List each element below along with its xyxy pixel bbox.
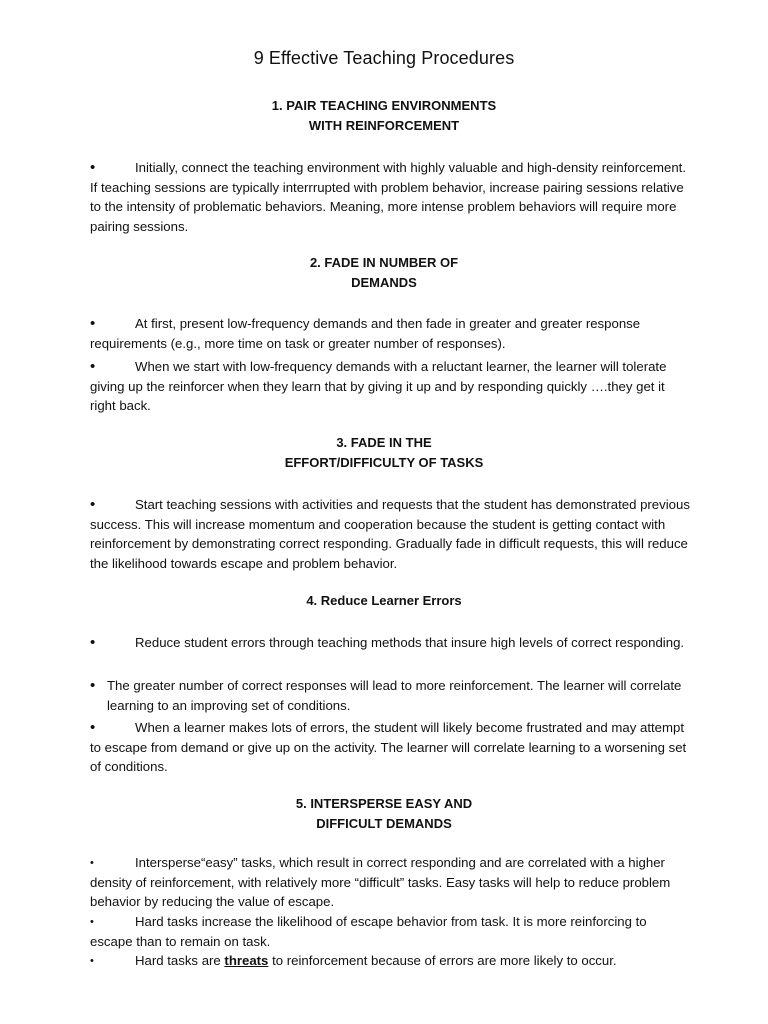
- section-1-heading: [0, 96, 768, 136]
- bullet-icon: •: [90, 634, 96, 651]
- section-4-bullet-1: [90, 633, 690, 653]
- section-5-bullet-3: [90, 951, 690, 971]
- bullet-text: Reduce student errors through teaching methods that insure high levels of correct responding.: [135, 635, 685, 650]
- section-1-heading-line1: 1. PAIR TEACHING ENVIRONMENTS: [271, 98, 497, 113]
- section-5-heading-line1: 5. INTERSPERSE EASY AND: [295, 796, 473, 811]
- bullet-icon: •: [90, 677, 96, 694]
- bullet-icon: •: [90, 719, 96, 736]
- section-4-heading-line1: 4. Reduce Learner Errors: [306, 593, 462, 608]
- section-3-heading-line2: EFFORT/DIFFICULTY OF TASKS: [284, 455, 484, 470]
- bullet-icon: •: [90, 315, 96, 332]
- bullet-text-after: to reinforcement because of errors are more likely to occur.: [268, 953, 617, 968]
- bullet-text: The greater number of correct responses will lead to more reinforcement. The learner will correlate learning to an improving set of conditions.: [107, 678, 682, 713]
- section-4-bullet-3: [90, 718, 690, 777]
- bullet-text: When a learner makes lots of errors, the student will likely become frustrated and may attempt to escape from demand or give up on the activity. The learner will correlate learning to a worsening set of conditions.: [90, 720, 687, 774]
- section-2-heading: [0, 253, 768, 293]
- section-4-heading: [0, 591, 768, 611]
- bullet-text-before: Hard tasks are: [135, 953, 225, 968]
- bullet-icon: •: [90, 358, 96, 375]
- section-2-heading-line1: 2. FADE IN NUMBER OF: [309, 255, 459, 270]
- bullet-icon: •: [90, 955, 94, 967]
- section-3-heading-line1: 3. FADE IN THE: [336, 435, 432, 450]
- section-2-bullet-2: [90, 357, 690, 416]
- bullet-text: Intersperse“easy” tasks, which result in correct responding and are correlated with a higher density of reinforcement, with relatively more “difficult” tasks. Easy tasks will help to reduce problem behavior by reducing the value of escape.: [90, 855, 671, 909]
- section-5-heading-line2: DIFFICULT DEMANDS: [316, 816, 452, 831]
- section-5-bullet-2: [90, 912, 690, 951]
- section-5-heading: [0, 794, 768, 834]
- bullet-icon: •: [90, 857, 94, 869]
- bullet-text: Start teaching sessions with activities and requests that the student has demonstrated previous success. This will increase momentum and cooperation because the student is getting contact with reinforcement by demonstrating correct responding. Gradually fade in difficult requests, this will reduce the likelihood towards escape and problem behavior.: [90, 497, 690, 571]
- bullet-text: At first, present low-frequency demands and then fade in greater and greater response requirements (e.g., more time on task or greater number of responses).: [90, 316, 641, 351]
- bullet-icon: •: [90, 159, 96, 176]
- section-2-bullet-1: [90, 314, 690, 353]
- page-title: 9 Effective Teaching Procedures: [253, 48, 515, 68]
- bullet-icon: •: [90, 496, 96, 513]
- emphasis-threats: threats: [224, 953, 269, 968]
- section-2-heading-line2: DEMANDS: [351, 275, 417, 290]
- bullet-text: Hard tasks increase the likelihood of escape behavior from task. It is more reinforcing to escape than to remain on task.: [90, 914, 647, 949]
- section-1-heading-line2: WITH REINFORCEMENT: [308, 118, 460, 133]
- section-3-heading: [0, 433, 768, 473]
- bullet-text: When we start with low-frequency demands with a reluctant learner, the learner will tolerate giving up the reinforcer when they learn that by giving it up and by responding quickly ….they get it right back.: [90, 359, 667, 413]
- bullet-icon: •: [90, 916, 94, 928]
- section-4-bullet-2: [90, 676, 690, 715]
- bullet-text: [90, 951, 690, 971]
- section-1-bullet-1: [90, 158, 690, 236]
- bullet-text: Initially, connect the teaching environment with highly valuable and high-density reinforcement. If teaching sessions are typically interrrupted with problem behavior, increase pairing sessions relative to the intensity of problematic behaviors. Meaning, more intense problem behaviors will require more pairing sessions.: [90, 160, 687, 234]
- section-3-bullet-1: [90, 495, 690, 573]
- section-5-bullet-1: [90, 853, 690, 912]
